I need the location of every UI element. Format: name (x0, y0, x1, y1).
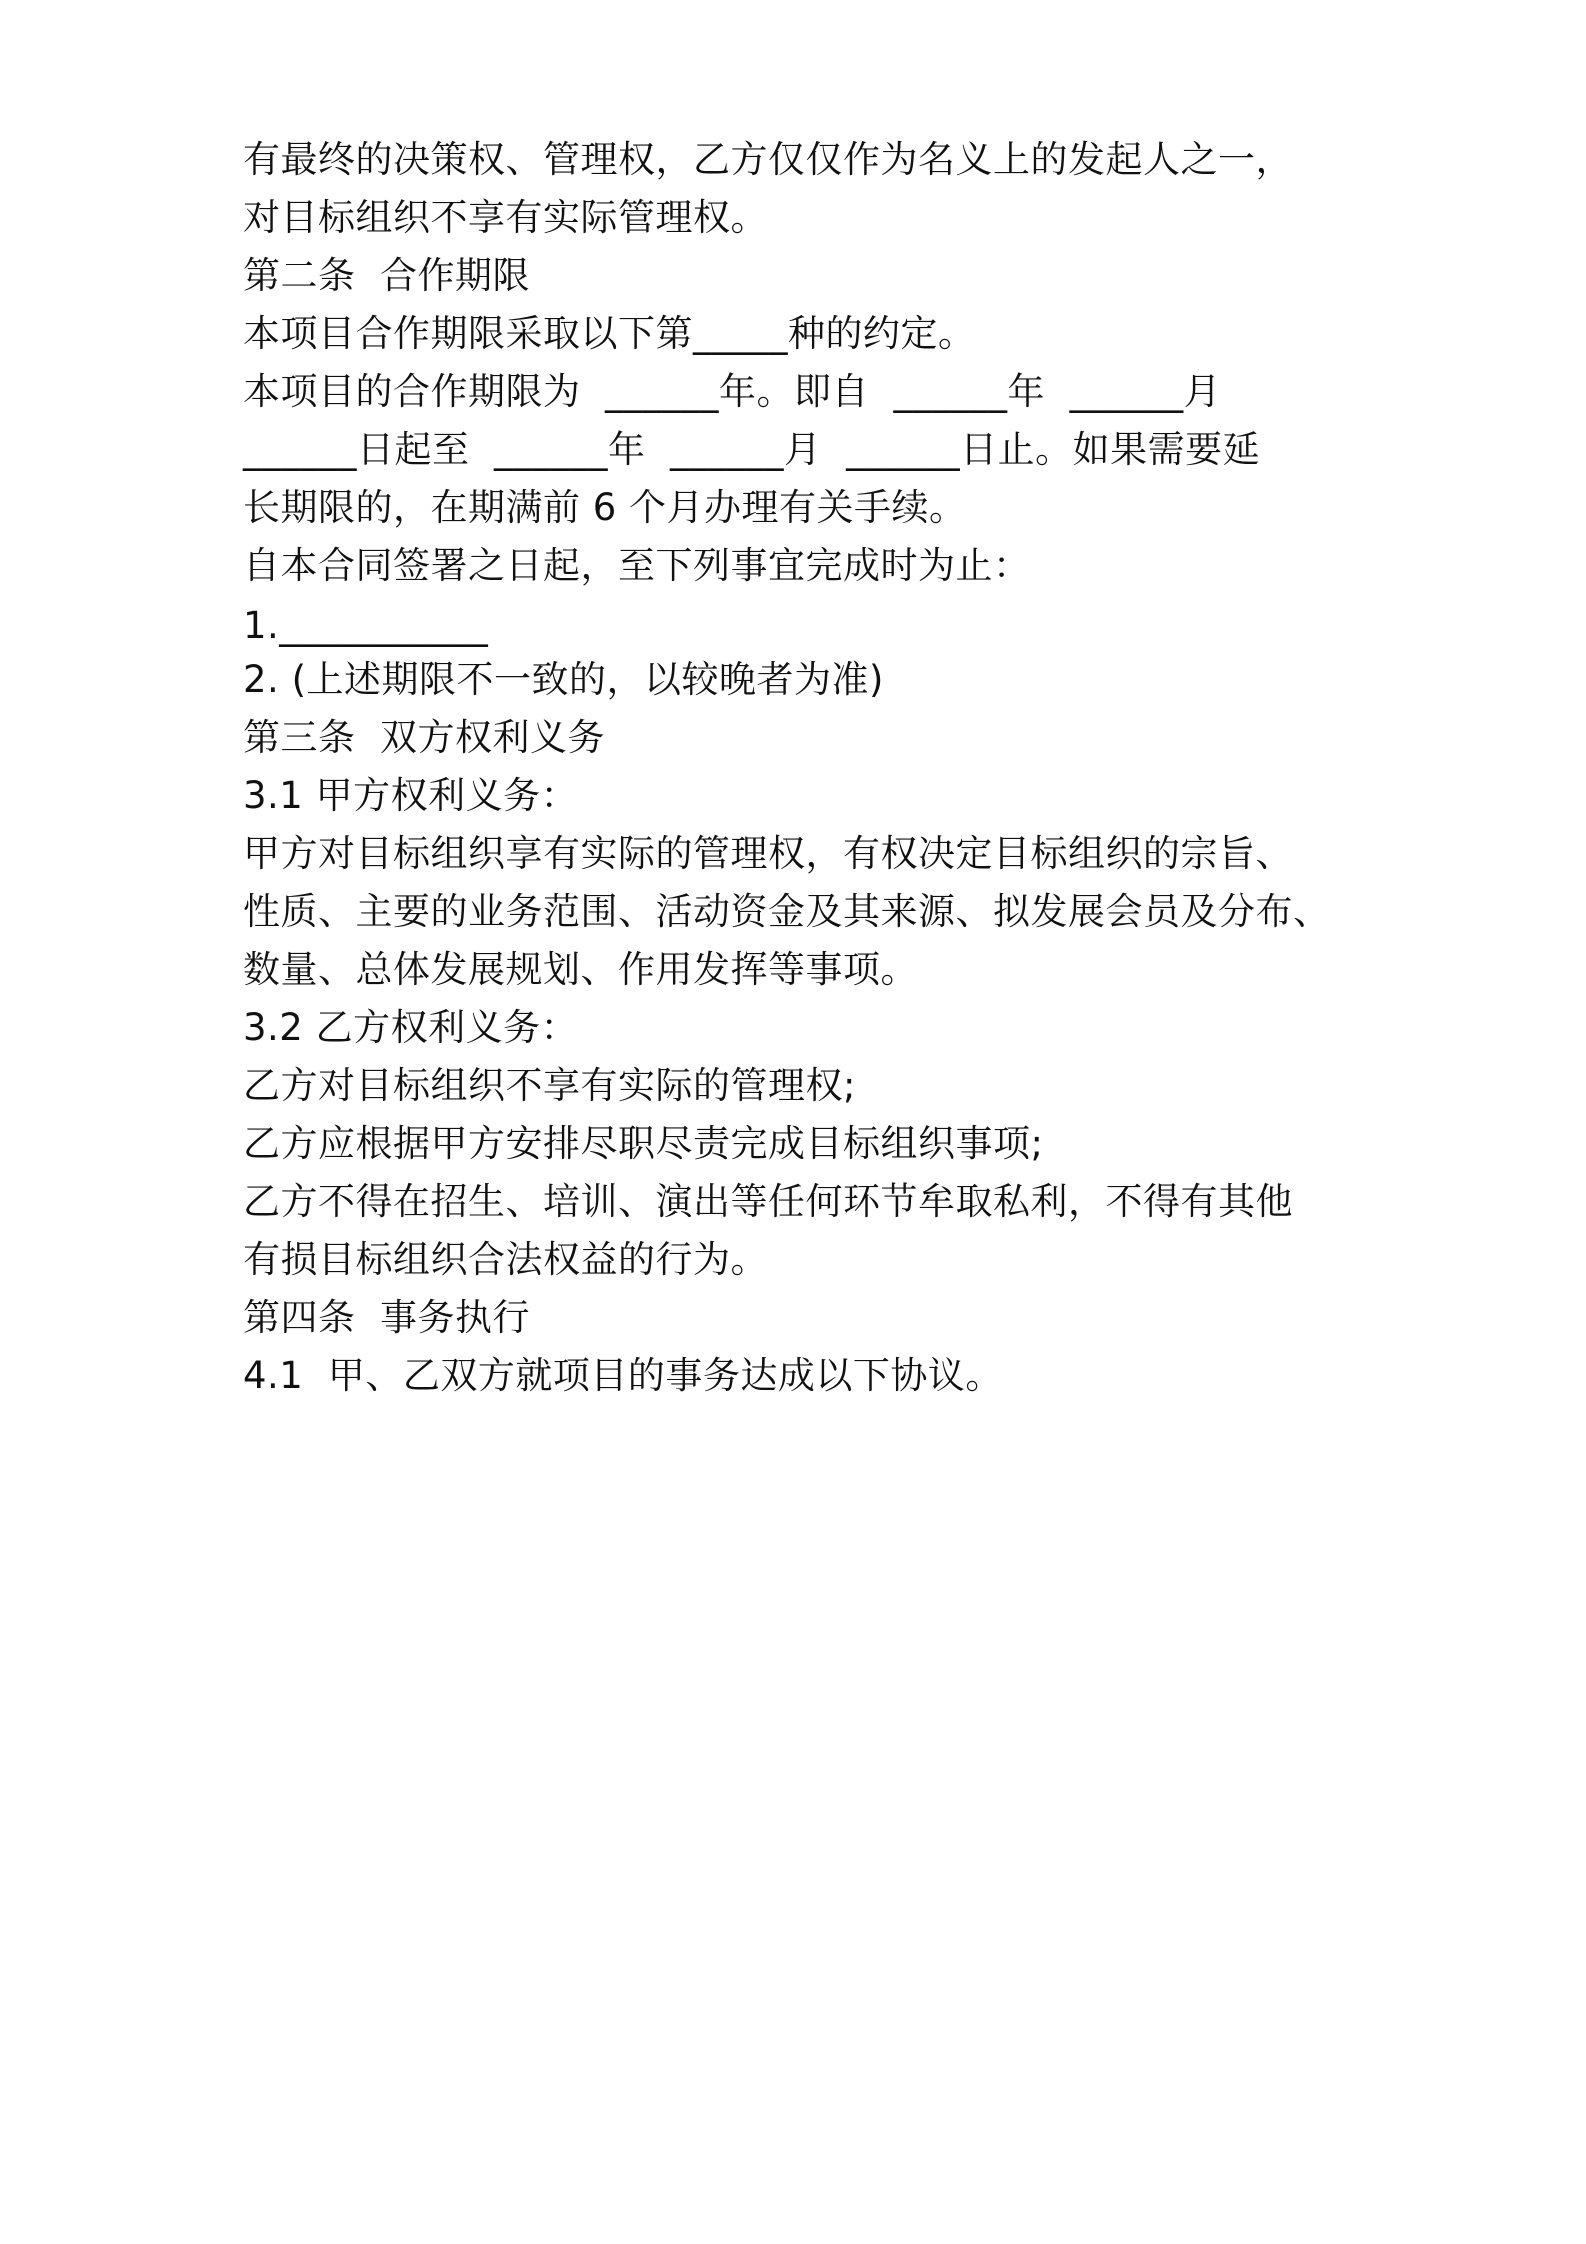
subsection-heading-4-1: 4.1 甲、乙双方就项目的事务达成以下协议。 (243, 1354, 1003, 1397)
paragraph-line: 对目标组织不享有实际管理权。 (243, 196, 768, 239)
list-item: 1.___________ (243, 604, 489, 647)
paragraph-line: 乙方不得在招生、培训、演出等任何环节牟取私利，不得有其他 (243, 1180, 1293, 1223)
paragraph-line: 甲方对目标组织享有实际的管理权，有权决定目标组织的宗旨、 (243, 832, 1293, 875)
paragraph-line: 本项目合作期限采取以下第_____种的约定。 (243, 312, 976, 355)
section-heading-article-4: 第四条 事务执行 (243, 1296, 531, 1339)
subsection-heading-3-2: 3.2 乙方权利义务： (243, 1006, 579, 1049)
section-heading-article-2: 第二条 合作期限 (243, 254, 531, 297)
paragraph-line: ______日起至 ______年 ______月 ______日止。如果需要延 (243, 428, 1261, 471)
paragraph-line: 本项目的合作期限为 ______年。即自 ______年 ______月 (243, 370, 1222, 413)
paragraph-line: 自本合同签署之日起，至下列事宜完成时为止： (243, 544, 1031, 587)
paragraph-line: 有最终的决策权、管理权，乙方仅仅作为名义上的发起人之一， (243, 138, 1293, 181)
paragraph-line: 乙方对目标组织不享有实际的管理权; (243, 1064, 856, 1107)
paragraph-line: 长期限的，在期满前 6 个月办理有关手续。 (243, 486, 967, 529)
paragraph-line: 有损目标组织合法权益的行为。 (243, 1238, 768, 1281)
paragraph-line: 性质、主要的业务范围、活动资金及其来源、拟发展会员及分布、 (243, 890, 1331, 933)
section-heading-article-3: 第三条 双方权利义务 (243, 716, 606, 759)
list-item: 2. (上述期限不一致的，以较晚者为准) (243, 658, 884, 701)
paragraph-line: 数量、总体发展规划、作用发挥等事项。 (243, 948, 918, 991)
subsection-heading-3-1: 3.1 甲方权利义务： (243, 774, 579, 817)
paragraph-line: 乙方应根据甲方安排尽职尽责完成目标组织事项; (243, 1122, 1044, 1165)
